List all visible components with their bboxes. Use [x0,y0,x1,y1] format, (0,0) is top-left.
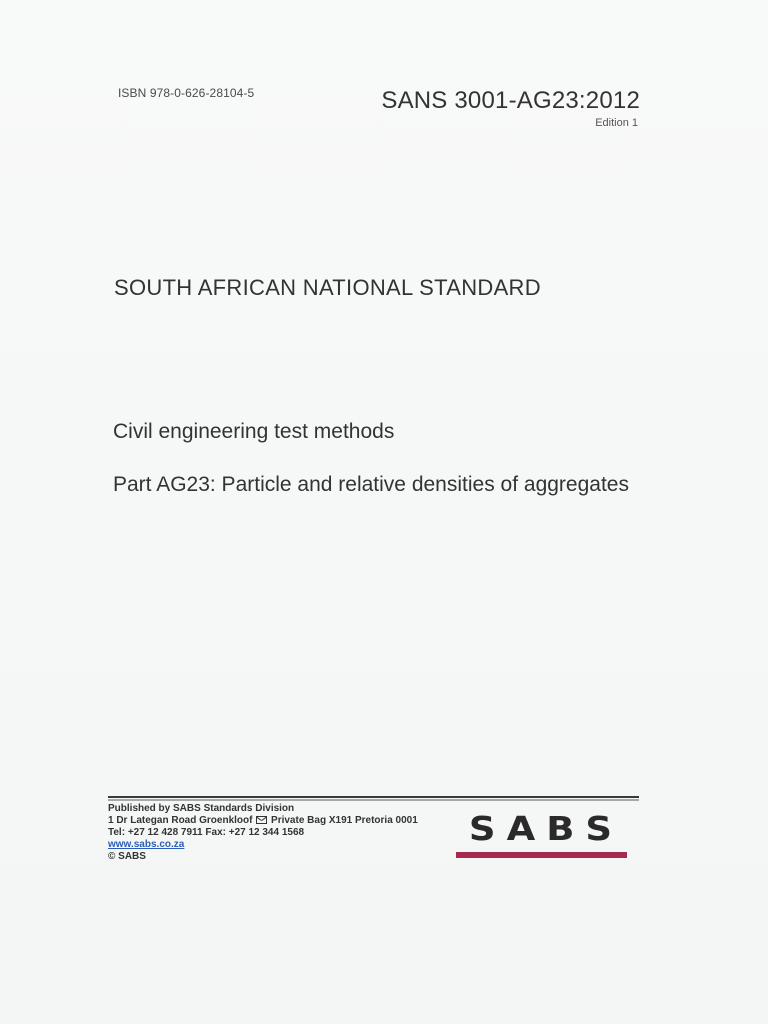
edition-label: Edition 1 [595,117,638,129]
sabs-logo-text: SABS [468,809,624,848]
mail-icon [256,816,267,824]
address-line [108,815,418,827]
sabs-logo [455,809,627,860]
sabs-logo-bar [456,852,627,858]
footer-rule-light [108,799,639,801]
footer-rule-dark [108,796,639,798]
series-title: Civil engineering test methods [113,420,395,443]
address-street: 1 Dr Lategan Road Groenkloof [108,815,253,826]
part-title: Part AG23: Particle and relative densities of aggregates [113,473,629,496]
standard-number: SANS 3001-AG23:2012 [381,87,640,114]
website-link[interactable]: www.sabs.co.za [108,839,185,850]
phone-fax-line: Tel: +27 12 428 7911 Fax: +27 12 344 1568 [108,827,305,838]
publisher-block [108,803,418,863]
published-by-line: Published by SABS Standards Division [108,803,295,814]
copyright-line: © SABS [108,851,146,862]
national-standard-heading: SOUTH AFRICAN NATIONAL STANDARD [114,275,541,300]
isbn-number: ISBN 978-0-626-28104-5 [118,86,255,100]
address-po-box: Private Bag X191 Pretoria 0001 [271,815,418,826]
